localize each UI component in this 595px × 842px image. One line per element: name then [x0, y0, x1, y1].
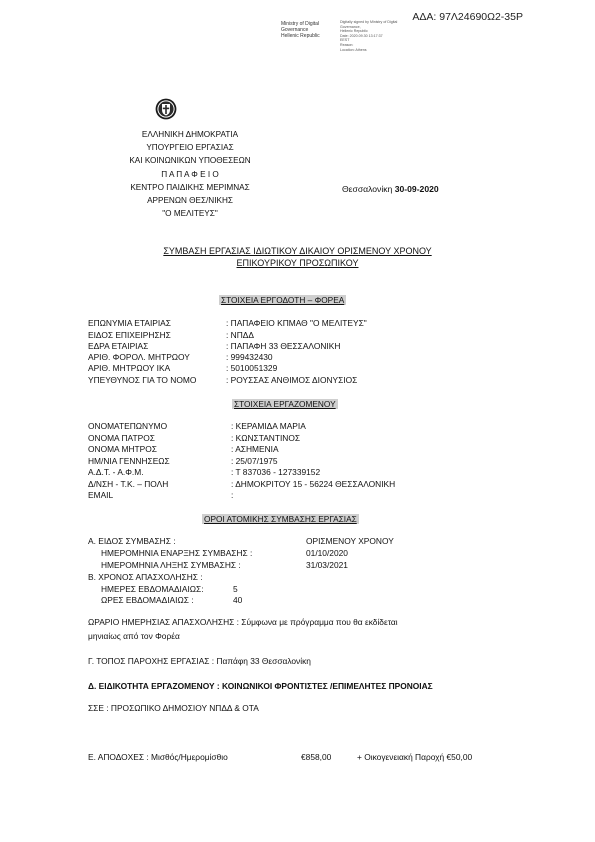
daily-schedule-text: ΩΡΑΡΙΟ ΗΜΕΡΗΣΙΑΣ ΑΠΑΣΧΟΛΗΣΗΣ : Σύμφωνα με πρόγραμμα που θα εκδίδεται	[88, 617, 398, 627]
employee-section-heading: ΣΤΟΙΧΕΙΑ ΕΡΓΑΖΟΜΕΝΟΥ	[234, 399, 336, 409]
contract-type-value: ΟΡΙΣΜΕΝΟΥ ΧΡΟΝΟΥ	[306, 536, 394, 546]
field-label: ΑΡΙΘ. ΜΗΤΡΩΟΥ ΙΚΑ	[88, 363, 171, 373]
document-title	[0, 245, 595, 269]
authority-line: Π Α Π Α Φ Ε Ι Ο	[161, 169, 219, 179]
start-date-label: ΗΜΕΡΟΜΗΝΙΑ ΕΝΑΡΞΗΣ ΣΥΜΒΑΣΗΣ :	[101, 548, 253, 558]
field-label: Δ/ΝΣΗ - Τ.Κ. – ΠΟΛΗ	[88, 479, 169, 489]
field-value: : ΡΟΥΣΣΑΣ ΑΝΘΙΜΟΣ ΔΙΟΝΥΣΙΟΣ	[226, 375, 358, 385]
pay-value: €858,00	[301, 752, 332, 762]
signature-detail-line: Digitally signed by Ministry of Digital	[340, 20, 398, 24]
field-label: ΟΝΟΜΑΤΕΠΩΝΥΜΟ	[88, 421, 168, 431]
hellenic-republic-seal-icon	[155, 98, 177, 120]
field-value: : 5010051329	[226, 363, 278, 373]
date-value: 30-09-2020	[394, 184, 439, 194]
digital-signature-details	[340, 20, 397, 52]
field-label: ΟΝΟΜΑ ΜΗΤΡΟΣ	[88, 444, 157, 454]
signature-detail-line: Reason:	[340, 42, 354, 47]
field-label: ΑΡΙΘ. ΦΟΡΟΛ. ΜΗΤΡΩΟΥ	[88, 352, 190, 362]
ada-code: ΑΔΑ: 97Λ24690Ω2-35Ρ	[412, 11, 523, 23]
employer-section-heading: ΣΤΟΙΧΕΙΑ ΕΡΓΟΔΟΤΗ – ΦΟΡΕΑ	[221, 295, 345, 305]
field-value: : ΠΑΠΑΦΕΙΟ ΚΠΜΑΘ "Ο ΜΕΛΙΤΕΥΣ"	[226, 318, 367, 328]
title-line: ΕΠΙΚΟΥΡΙΚΟΥ ΠΡΟΣΩΠΙΚΟΥ	[236, 258, 359, 268]
issuing-authority	[90, 128, 290, 220]
field-value: : 999432430	[226, 352, 273, 362]
field-value: :	[231, 490, 234, 500]
authority-line: ΑΡΡΕΝΩΝ ΘΕΣ/ΝΙΚΗΣ	[147, 196, 233, 206]
field-label: ΟΝΟΜΑ ΠΑΤΡΟΣ	[88, 433, 155, 443]
start-date-value: 01/10/2020	[306, 548, 348, 558]
signature-line: Governance	[281, 27, 309, 33]
end-date-value: 31/03/2021	[306, 560, 348, 570]
field-value: : ΚΕΡΑΜΙΔΑ ΜΑΡΙΑ	[231, 421, 306, 431]
field-label: ΕΔΡΑ ΕΤΑΙΡΙΑΣ	[88, 341, 149, 351]
field-label: EMAIL	[88, 490, 114, 500]
signature-detail-line: EEST	[340, 38, 350, 43]
field-label: ΕΠΩΝΥΜΙΑ ΕΤΑΙΡΙΑΣ	[88, 318, 171, 328]
weekly-days-label: ΗΜΕΡΕΣ ΕΒΔΟΜΑΔΙΑΙΩΣ:	[101, 584, 204, 594]
document-date	[342, 184, 439, 194]
field-label: Α.Δ.Τ. - Α.Φ.Μ.	[88, 467, 144, 477]
collective-agreement-text: ΣΣΕ : ΠΡΟΣΩΠΙΚΟ ΔΗΜΟΣΙΟΥ ΝΠΔΔ & ΟΤΑ	[88, 703, 259, 713]
contract-type-label: Α. ΕΙΔΟΣ ΣΥΜΒΑΣΗΣ :	[88, 536, 176, 546]
signature-detail-line: Hellenic Republic	[340, 29, 368, 34]
weekly-hours-value: 40	[233, 595, 243, 605]
date-city: Θεσσαλονίκη	[342, 184, 393, 194]
field-value: : 25/07/1975	[231, 456, 278, 466]
title-line: ΣΥΜΒΑΣΗ ΕΡΓΑΣΙΑΣ ΙΔΙΩΤΙΚΟΥ ΔΙΚΑΙΟΥ ΟΡΙΣΜΕΝΟΥ ΧΡΟΝΟΥ	[163, 246, 432, 256]
family-allowance-text: + Οικογενειακή Παροχή €50,00	[357, 752, 473, 762]
employment-time-label: Β. ΧΡΟΝΟΣ ΑΠΑΣΧΟΛΗΣΗΣ :	[88, 572, 203, 582]
field-label: ΥΠΕΥΘΥΝΟΣ ΓΙΑ ΤΟ ΝΟΜΟ	[88, 375, 197, 385]
weekly-hours-label: ΩΡΕΣ ΕΒΔΟΜΑΔΙΑΙΩΣ :	[101, 595, 194, 605]
field-value: : ΚΩΝΣΤΑΝΤΙΝΟΣ	[231, 433, 301, 443]
field-value: : ΑΣΗΜΕΝΙΑ	[231, 444, 279, 454]
authority-line: ΚΕΝΤΡΟ ΠΑΙΔΙΚΗΣ ΜΕΡΙΜΝΑΣ	[130, 182, 250, 192]
field-value: : Τ 837036 - 127339152	[231, 467, 321, 477]
authority-line: ΕΛΛΗΝΙΚΗ ΔΗΜΟΚΡΑΤΙΑ	[141, 130, 239, 139]
field-label: ΗΜ/ΝΙΑ ΓΕΝΝΗΣΕΩΣ	[88, 456, 170, 466]
daily-schedule-text: μηνιαίως από τον Φορέα	[88, 631, 180, 641]
pay-label: Ε. ΑΠΟΔΟΧΕΣ : Μισθός/Ημερομίσθιο	[88, 752, 228, 762]
work-place-text: Γ. ΤΟΠΟΣ ΠΑΡΟΧΗΣ ΕΡΓΑΣΙΑΣ : Παπάφη 33 Θεσσαλονίκη	[88, 656, 311, 666]
end-date-label: ΗΜΕΡΟΜΗΝΙΑ ΛΗΞΗΣ ΣΥΜΒΑΣΗΣ :	[101, 560, 241, 570]
field-value: : ΠΑΠΑΦΗ 33 ΘΕΣΣΑΛΟΝΙΚΗ	[226, 341, 341, 351]
authority-line: ΥΠΟΥΡΓΕΙΟ ΕΡΓΑΣΙΑΣ	[146, 143, 234, 153]
authority-line: "Ο ΜΕΛΙΤΕΥΣ"	[162, 209, 218, 219]
weekly-days-value: 5	[233, 584, 238, 594]
employee-specialty-text: Δ. ΕΙΔΙΚΟΤΗΤΑ ΕΡΓΑΖΟΜΕΝΟΥ : ΚΟΙΝΩΝΙΚΟΙ ΦΡΟΝΤΙΣΤΕΣ /ΕΠΙΜΕΛΗΤΕΣ ΠΡΟΝΟΙΑΣ	[88, 681, 433, 691]
field-label: ΕΙΔΟΣ ΕΠΙΧΕΙΡΗΣΗΣ	[88, 330, 171, 340]
field-value: : ΝΠΔΔ	[226, 330, 254, 340]
field-value: : ΔΗΜΟΚΡΙΤΟΥ 15 - 56224 ΘΕΣΣΑΛΟΝΙΚΗ	[231, 479, 396, 489]
signature-detail-line: Date: 2020.09.30 13:17:37	[340, 33, 383, 38]
signature-line: Ministry of Digital	[281, 21, 320, 27]
authority-line: ΚΑΙ ΚΟΙΝΩΝΙΚΩΝ ΥΠΟΘΕΣΕΩΝ	[129, 156, 251, 166]
signature-detail-line: Governance,	[340, 24, 361, 29]
signature-line: Hellenic Republic	[281, 33, 320, 39]
signature-detail-line: Location: Athens	[340, 47, 367, 52]
digital-signature-issuer	[281, 21, 320, 39]
terms-section-heading: ΟΡΟΙ ΑΤΟΜΙΚΗΣ ΣΥΜΒΑΣΗΣ ΕΡΓΑΣΙΑΣ	[204, 514, 357, 524]
